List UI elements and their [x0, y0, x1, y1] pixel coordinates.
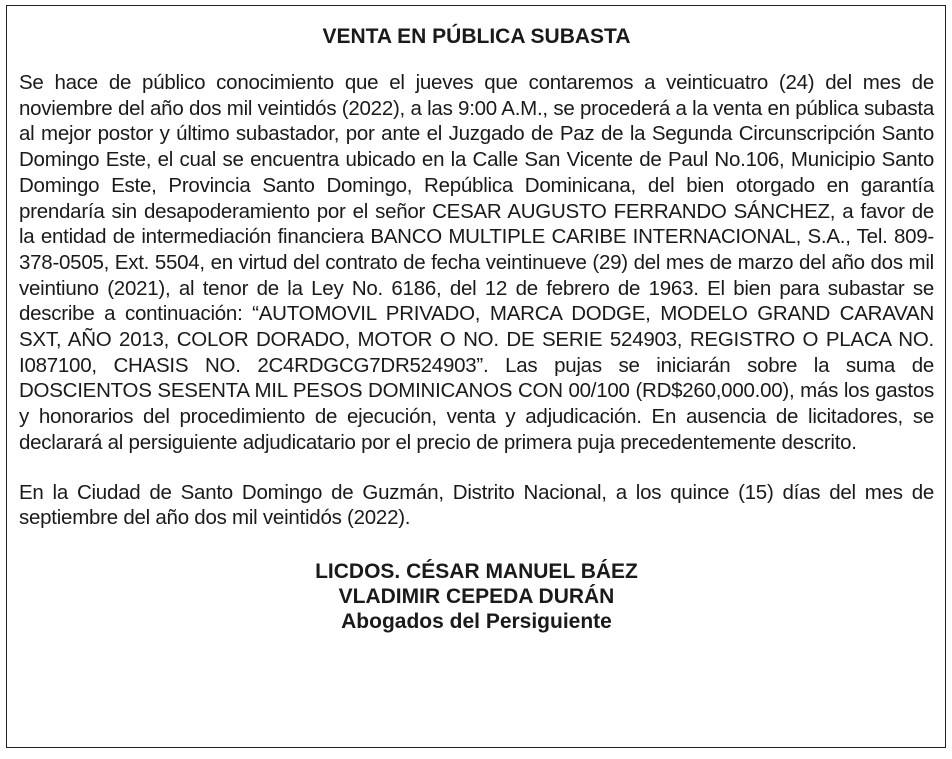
signature-line-role: Abogados del Persiguiente — [341, 609, 612, 633]
notice-body-paragraph: Se hace de público conocimiento que el jueves que contaremos a veinticuatro (24) del mes de noviembre del año dos mil veintidós (2022), a las 9:00 A.M., se procederá a la venta en pública subasta al mejor postor y último subastador, por ante el Juzgado de Paz de la Segunda Circunscripción Santo Domingo Este, el cual se encuentra ubicado en la Calle San Vicente de Paul No.106, Municipio Santo Domingo Este, Provincia Santo Domingo, República Dominicana, del bien otorgado en garantía prendaría sin desapoderamiento por el señor CESAR AUGUSTO FERRANDO SÁNCHEZ, a favor de la entidad de intermediación financiera BANCO MULTIPLE CARIBE INTERNACIONAL, S.A., Tel. 809-378-0505, Ext. 5504, en virtud del contrato de fecha veintinueve (29) del mes de marzo del año dos mil veintiuno (2021), al tenor de la Ley No. 6186, del 12 de febrero de 1963. El bien para subastar se describe a continuación: “AUTOMOVIL PRIVADO, MARCA DODGE, MODELO GRAND CARAVAN SXT, AÑO 2013, COLOR DORADO, MOTOR O NO. DE SERIE 524903, REGISTRO O PLACA NO. I087100, CHASIS NO. 2C4RDGCG7DR524903”. Las pujas se iniciarán sobre la suma de DOSCIENTOS SESENTA MIL PESOS DOMINICANOS CON 00/100 (RD$260,000.00), más los gastos y honorarios del procedimiento de ejecución, venta y adjudicación. En ausencia de licitadores, se declarará al persiguiente adjudicatario por el precio de primera puja precedentemente descrito. — [19, 71, 934, 454]
notice-title: VENTA EN PÚBLICA SUBASTA — [322, 25, 631, 48]
legal-notice — [6, 5, 946, 748]
signature-line-lawyer-2: VLADIMIR CEPEDA DURÁN — [338, 584, 615, 608]
signature-block — [19, 559, 934, 634]
notice-date-paragraph: En la Ciudad de Santo Domingo de Guzmán, Distrito Nacional, a los quince (15) días del mes de septiembre del año dos mil veintidós (2022). — [19, 480, 934, 530]
signature-line-lawyer-1: LICDOS. CÉSAR MANUEL BÁEZ — [315, 559, 638, 583]
